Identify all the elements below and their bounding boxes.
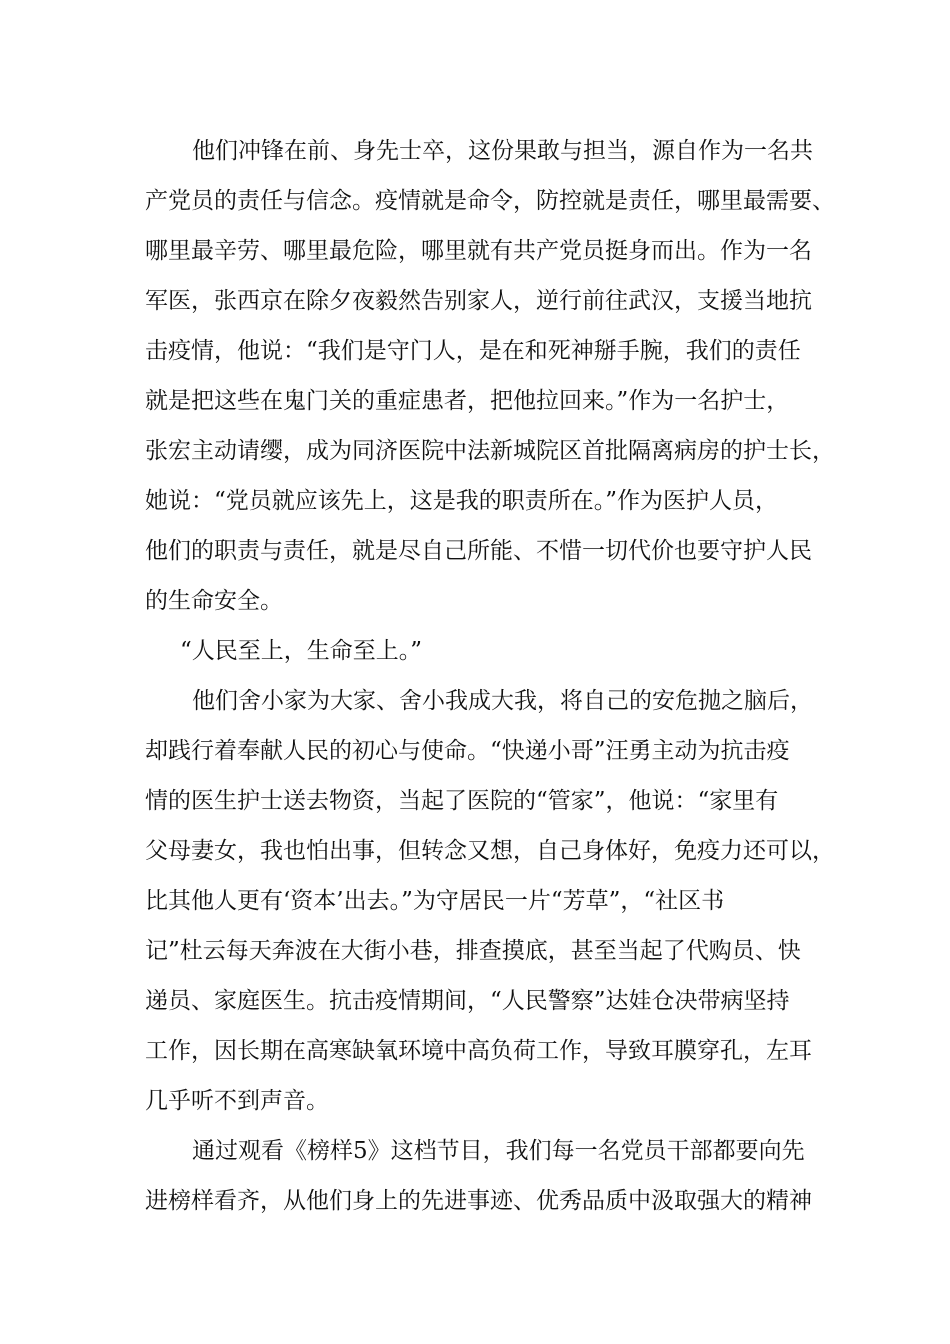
text-line: 几乎听不到声音。 <box>145 1088 329 1114</box>
text-line: 哪里最辛劳、哪里最危险，哪里就有共产党员挺身而出。作为一名 <box>145 238 812 264</box>
text-line: 就是把这些在鬼门关的重症患者，把他拉回来。”作为一名护士， <box>145 388 790 414</box>
text-line: 张宏主动请缨，成为同济医院中法新城院区首批隔离病房的护士长， <box>145 438 835 464</box>
text-line: 比其他人更有‘资本’出去。”为守居民一片“芳草”，“社区书 <box>145 888 725 914</box>
text-line: 工作，因长期在高寒缺氧环境中高负荷工作，导致耳膜穿孔，左耳 <box>145 1038 812 1064</box>
text-line: 记”杜云每天奔波在大街小巷，排查摸底，甚至当起了代购员、快 <box>145 938 801 964</box>
text-line: 却践行着奉献人民的初心与使命。“快递小哥”汪勇主动为抗击疫 <box>145 738 790 764</box>
text-line: 他们冲锋在前、身先士卒，这份果敢与担当，源自作为一名共 <box>192 138 813 164</box>
text-line: 递员、家庭医生。抗击疫情期间，“人民警察”达娃仓决带病坚持 <box>145 988 790 1014</box>
text-line: 情的医生护士送去物资，当起了医院的“管家”，他说：“家里有 <box>145 788 779 814</box>
text-line: 他们的职责与责任，就是尽自己所能、不惜一切代价也要守护人民 <box>145 538 812 564</box>
text-line: 军医，张西京在除夕夜毅然告别家人，逆行前往武汉，支援当地抗 <box>145 288 812 314</box>
text-line: 击疫情，他说：“我们是守门人，是在和死神掰手腕，我们的责任 <box>145 338 801 364</box>
text-line: 进榜样看齐，从他们身上的先进事迹、优秀品质中汲取强大的精神 <box>145 1188 812 1214</box>
text-line: 他们舍小家为大家、舍小我成大我，将自己的安危抛之脑后， <box>192 688 813 714</box>
text-line: 父母妻女，我也怕出事，但转念又想，自己身体好，免疫力还可以， <box>145 838 835 864</box>
text-line: 产党员的责任与信念。疫情就是命令，防控就是责任，哪里最需要、 <box>145 188 835 214</box>
text-line: 的生命安全。 <box>145 588 283 614</box>
quote-line: “人民至上，生命至上。” <box>180 638 423 664</box>
text-line: 她说：“党员就应该先上，这是我的职责所在。”作为医护人员， <box>145 488 779 514</box>
text-line: 通过观看《榜样5》这档节目，我们每一名党员干部都要向先 <box>192 1138 805 1164</box>
